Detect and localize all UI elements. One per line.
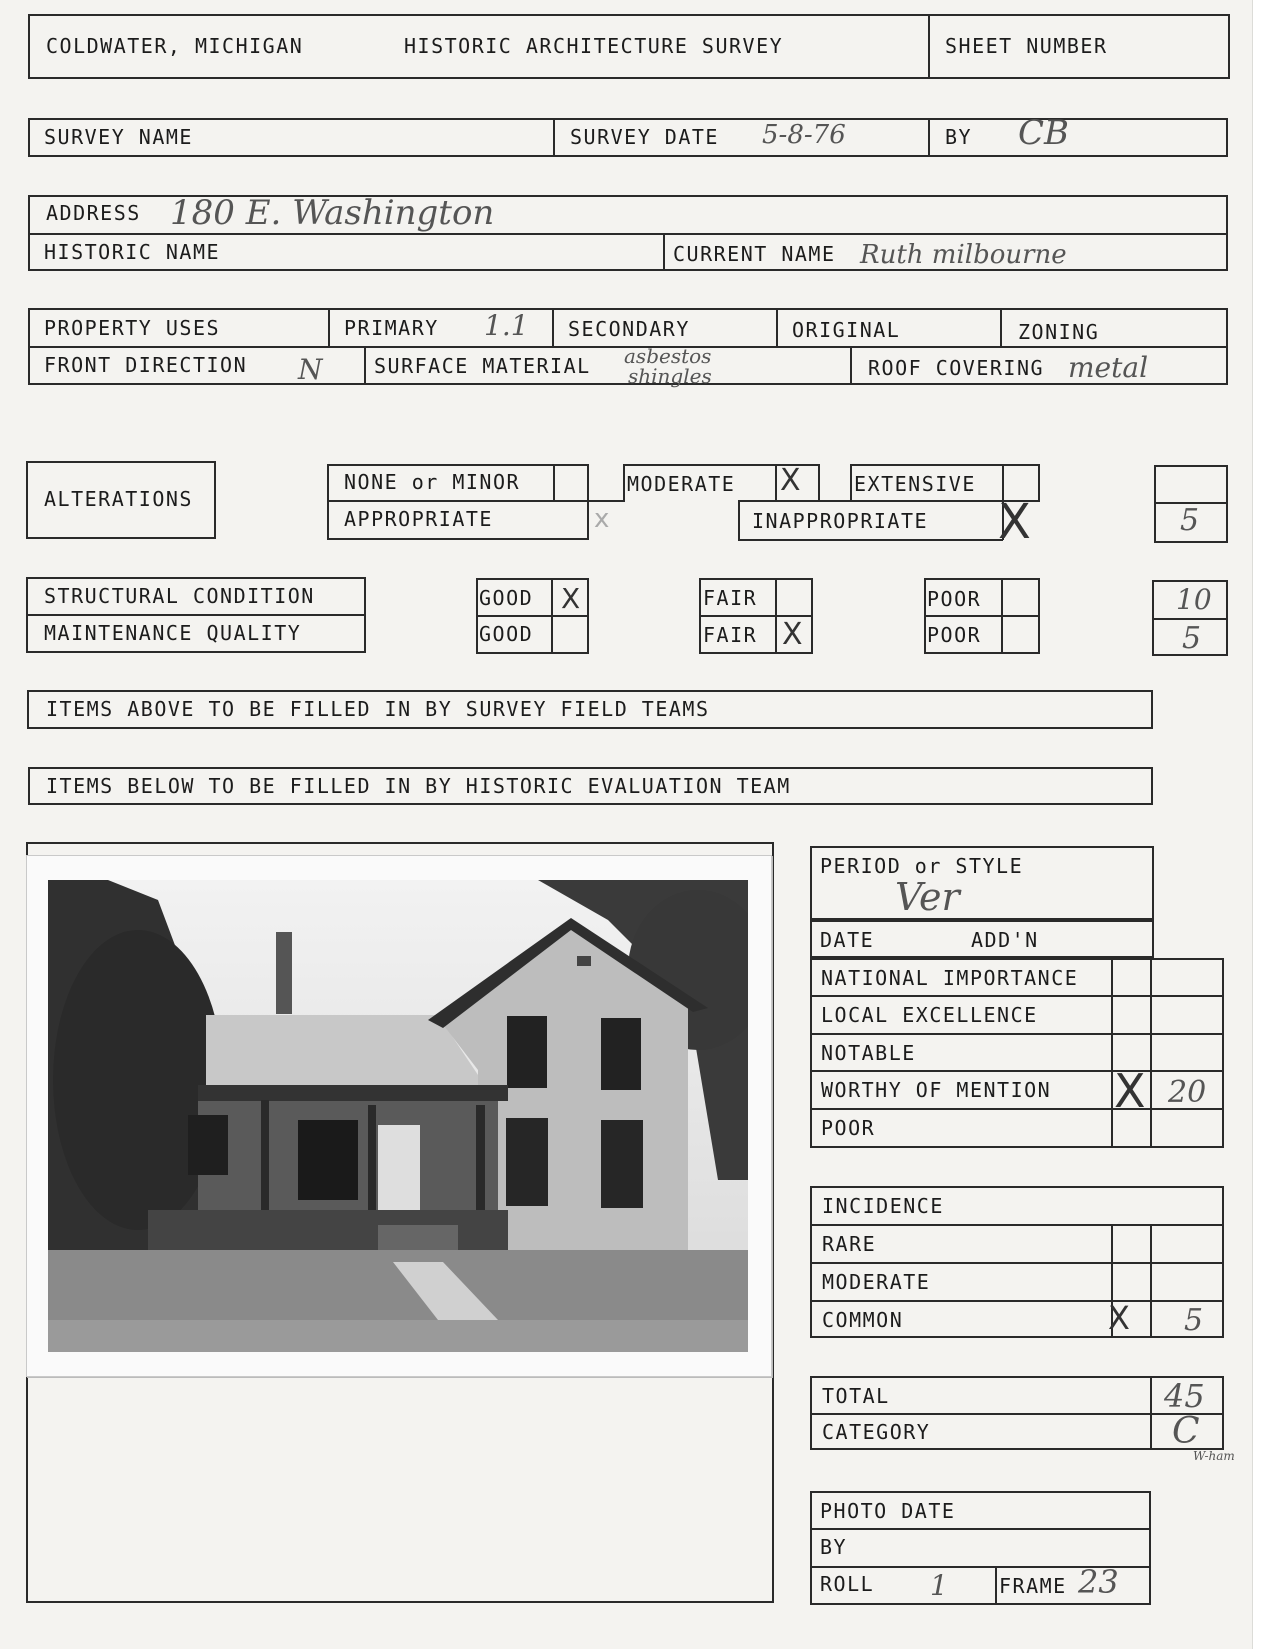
structural-condition-label: STRUCTURAL CONDITION	[44, 584, 315, 608]
worthy-score: 20	[1168, 1075, 1207, 1110]
common-mark: X	[1108, 1299, 1130, 1337]
surface-material-value-1: asbestos	[624, 344, 712, 368]
common-score: 5	[1184, 1303, 1204, 1338]
address-value: 180 E. Washington	[170, 193, 495, 233]
sheet-number-label: SHEET NUMBER	[945, 34, 1108, 58]
appropriate-mark: x	[594, 504, 610, 534]
poor-rating-label: POOR	[821, 1116, 876, 1140]
incidence-label: INCIDENCE	[822, 1194, 944, 1218]
current-name-value: Ruth milbourne	[860, 240, 1067, 270]
total-label: TOTAL	[822, 1384, 890, 1408]
worthy-mark: X	[1114, 1064, 1146, 1118]
fair-label-maintenance: FAIR	[703, 623, 758, 647]
roof-covering-value: metal	[1068, 351, 1149, 384]
moderate-label: MODERATE	[627, 472, 736, 496]
front-direction-value: N	[298, 353, 323, 386]
local-excellence-label: LOCAL EXCELLENCE	[821, 1003, 1038, 1027]
roll-value: 1	[930, 1569, 948, 1602]
items-above-text: ITEMS ABOVE TO BE FILLED IN BY SURVEY FIELD TEAMS	[46, 697, 710, 721]
inappropriate-mark: X	[998, 494, 1031, 550]
house-photo	[26, 855, 772, 1377]
items-below-text: ITEMS BELOW TO BE FILLED IN BY HISTORIC EVALUATION TEAM	[46, 774, 791, 798]
property-uses-label: PROPERTY USES	[44, 316, 221, 340]
by-value: CB	[1018, 113, 1069, 153]
poor-label-maintenance: POOR	[927, 623, 982, 647]
survey-name-label: SURVEY NAME	[44, 125, 193, 149]
page-edge	[1252, 0, 1271, 1649]
poor-label-structural: POOR	[927, 587, 982, 611]
inappropriate-label: INAPPROPRIATE	[752, 509, 929, 533]
photo-date-label: PHOTO DATE	[820, 1499, 956, 1523]
photo-by-label: BY	[820, 1535, 848, 1559]
roof-covering-label: ROOF COVERING	[868, 356, 1045, 380]
alterations-score: 5	[1180, 503, 1200, 538]
rare-label: RARE	[822, 1232, 877, 1256]
by-label: BY	[945, 125, 973, 149]
national-importance-label: NATIONAL IMPORTANCE	[821, 966, 1079, 990]
notable-label: NOTABLE	[821, 1041, 916, 1065]
worthy-of-mention-label: WORTHY OF MENTION	[821, 1078, 1052, 1102]
moderate-incidence-label: MODERATE	[822, 1270, 931, 1294]
category-note: W-ham	[1193, 1449, 1235, 1463]
surface-material-value-2: shingles	[628, 364, 712, 388]
good-label-structural: GOOD	[479, 586, 534, 610]
zoning-label: ZONING	[1018, 320, 1100, 344]
structural-good-mark: X	[561, 582, 581, 615]
front-direction-label: FRONT DIRECTION	[44, 353, 248, 377]
structural-score: 10	[1176, 583, 1212, 616]
extensive-label: EXTENSIVE	[854, 472, 976, 496]
common-label: COMMON	[822, 1308, 904, 1332]
maintenance-score: 5	[1182, 621, 1202, 656]
header-title: HISTORIC ARCHITECTURE SURVEY	[404, 34, 784, 58]
address-label: ADDRESS	[46, 201, 141, 225]
survey-date-label: SURVEY DATE	[570, 125, 719, 149]
primary-label: PRIMARY	[344, 316, 439, 340]
house-photo-image	[48, 880, 748, 1352]
alterations-label: ALTERATIONS	[44, 487, 193, 511]
maintenance-quality-label: MAINTENANCE QUALITY	[44, 621, 302, 645]
total-value: 45	[1164, 1377, 1205, 1415]
secondary-label: SECONDARY	[568, 317, 690, 341]
header-city: COLDWATER, MICHIGAN	[46, 34, 304, 58]
original-label: ORIGINAL	[792, 318, 901, 342]
category-label: CATEGORY	[822, 1420, 931, 1444]
good-label-maintenance: GOOD	[479, 622, 534, 646]
appropriate-label: APPROPRIATE	[344, 507, 493, 531]
surface-material-label: SURFACE MATERIAL	[374, 354, 591, 378]
frame-label: FRAME	[999, 1574, 1067, 1598]
primary-value: 1.1	[484, 309, 529, 342]
maintenance-fair-mark: X	[782, 617, 803, 652]
period-style-label: PERIOD or STYLE	[820, 854, 1024, 878]
survey-date-value: 5-8-76	[762, 120, 846, 150]
fair-label-structural: FAIR	[703, 586, 758, 610]
addn-label: ADD'N	[971, 928, 1039, 952]
date-label: DATE	[820, 928, 875, 952]
none-minor-label: NONE or MINOR	[344, 470, 521, 494]
category-value: C	[1172, 1411, 1200, 1452]
historic-name-label: HISTORIC NAME	[44, 240, 221, 264]
frame-value: 23	[1078, 1563, 1119, 1601]
moderate-mark: X	[780, 463, 801, 498]
period-style-value: Ver	[895, 875, 960, 919]
roll-label: ROLL	[820, 1572, 875, 1596]
current-name-label: CURRENT NAME	[673, 242, 836, 266]
